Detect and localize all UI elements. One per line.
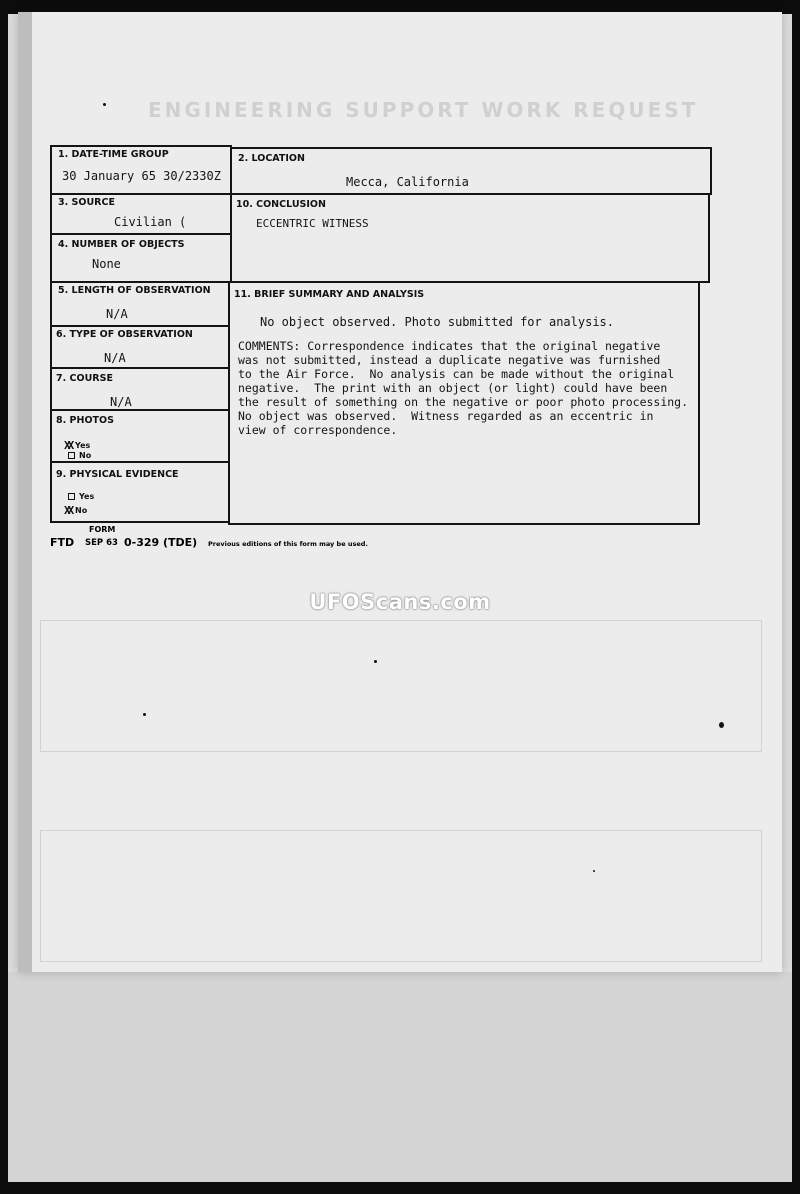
- summary-cell: [228, 281, 700, 525]
- conclusion-value: ECCENTRIC WITNESS: [256, 217, 369, 230]
- bleed-through-box: [40, 830, 762, 962]
- comments-text: COMMENTS: Correspondence indicates that the original negative was not submitted, instead a duplicate negative was furnished to the Air Force. No analysis can be made without the original negative. The print with an object (or light) could have been the result of something on the negative or poor photo processing. No object was observed. Witness regarded as an eccentric in view of correspondence.: [238, 339, 689, 437]
- photos-label: 8. PHOTOS: [56, 415, 114, 426]
- check-mark: XX: [64, 439, 72, 452]
- physical-evidence-label: 9. PHYSICAL EVIDENCE: [56, 469, 179, 480]
- location-label: 2. LOCATION: [238, 153, 305, 164]
- paper-edge: [18, 12, 32, 972]
- source-label: 3. SOURCE: [58, 197, 115, 208]
- date-time-cell: [50, 145, 232, 195]
- site-watermark: UFOScans.com: [309, 590, 491, 614]
- photos-yes-label: Yes: [75, 441, 91, 450]
- lower-scan-area: [8, 972, 792, 1182]
- bleed-through-box: [40, 620, 762, 752]
- check-mark: XX: [64, 504, 72, 517]
- type-observation-label: 6. TYPE OF OBSERVATION: [56, 329, 193, 340]
- location-cell: [230, 147, 712, 195]
- summary-label: 11. BRIEF SUMMARY AND ANALYSIS: [234, 289, 425, 300]
- length-observation-value: N/A: [106, 307, 128, 321]
- checkbox-icon: [68, 452, 75, 459]
- speck: [143, 713, 146, 716]
- number-objects-label: 4. NUMBER OF OBJECTS: [58, 239, 185, 250]
- number-objects-value: None: [92, 257, 121, 271]
- physical-yes-option: [68, 492, 94, 501]
- number-objects-cell: [50, 233, 232, 283]
- date-time-label: 1. DATE-TIME GROUP: [58, 149, 169, 160]
- previous-editions-note: Previous editions of this form may be used.: [208, 540, 368, 548]
- bleed-through-title: ENGINEERING SUPPORT WORK REQUEST: [148, 98, 699, 122]
- length-observation-cell: [50, 281, 230, 327]
- conclusion-cell: [230, 193, 710, 283]
- conclusion-label: 10. CONCLUSION: [236, 199, 326, 210]
- location-value: Mecca, California: [346, 175, 469, 189]
- type-observation-value: N/A: [104, 351, 126, 365]
- physical-no-label: No: [75, 506, 88, 515]
- physical-evidence-cell: [50, 461, 230, 523]
- course-cell: [50, 367, 230, 411]
- course-value: N/A: [110, 395, 132, 409]
- type-observation-cell: [50, 325, 230, 369]
- speck: [719, 722, 724, 728]
- form-number: 0-329 (TDE): [124, 536, 198, 549]
- course-label: 7. COURSE: [56, 373, 113, 384]
- photos-cell: [50, 409, 230, 463]
- source-value: Civilian (: [114, 215, 187, 229]
- form-word: FORM: [89, 525, 116, 534]
- photos-no-label: No: [79, 451, 92, 460]
- physical-no-option: [64, 504, 87, 517]
- speck: [593, 870, 595, 872]
- date-time-value: 30 January 65 30/2330Z: [62, 169, 221, 183]
- photos-no-option: [68, 451, 91, 460]
- summary-line: No object observed. Photo submitted for analysis.: [260, 315, 615, 329]
- checkbox-icon: [68, 493, 75, 500]
- speck: [103, 103, 106, 106]
- speck: [374, 660, 377, 663]
- source-cell: [50, 193, 232, 235]
- form-date: SEP 63: [85, 538, 118, 548]
- ftd-label: FTD: [50, 536, 75, 549]
- physical-yes-label: Yes: [79, 492, 95, 501]
- length-observation-label: 5. LENGTH OF OBSERVATION: [58, 285, 211, 296]
